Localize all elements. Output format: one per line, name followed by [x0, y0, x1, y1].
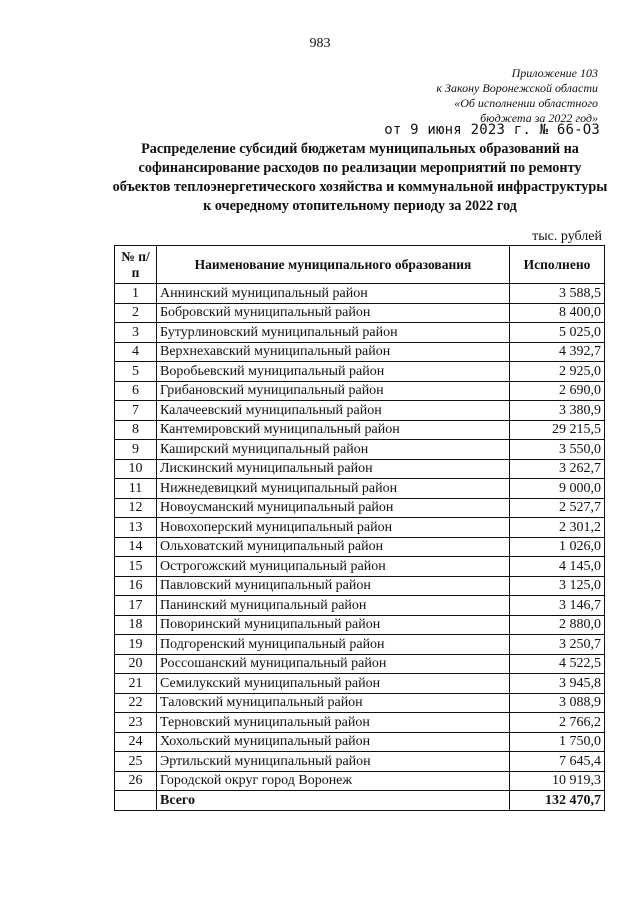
- municipality-name: Лискинский муниципальный район: [157, 459, 510, 479]
- row-number: 3: [115, 323, 157, 343]
- header-num: № п/п: [115, 246, 157, 284]
- executed-amount: 2 690,0: [510, 381, 605, 401]
- units-label: тыс. рублей: [532, 229, 602, 244]
- table-row: [115, 420, 605, 440]
- row-number: 15: [115, 557, 157, 577]
- executed-amount: 10 919,3: [510, 771, 605, 791]
- municipality-name: Бутурлиновский муниципальный район: [157, 323, 510, 343]
- row-number: 21: [115, 674, 157, 694]
- executed-amount: 2 766,2: [510, 713, 605, 733]
- table-header-row: [115, 246, 605, 284]
- subsidy-table: [114, 245, 605, 811]
- row-number: 24: [115, 732, 157, 752]
- municipality-name: Нижнедевицкий муниципальный район: [157, 479, 510, 499]
- municipality-name: Хохольский муниципальный район: [157, 732, 510, 752]
- appendix-reference: [436, 66, 598, 126]
- appendix-line: бюджета за 2022 год»: [480, 111, 598, 125]
- appendix-line: «Об исполнении областного: [454, 96, 598, 110]
- municipality-name: Таловский муниципальный район: [157, 693, 510, 713]
- executed-amount: 3 380,9: [510, 401, 605, 421]
- executed-amount: 4 392,7: [510, 342, 605, 362]
- row-number: 10: [115, 459, 157, 479]
- municipality-name: Аннинский муниципальный район: [157, 284, 510, 304]
- table-row: [115, 498, 605, 518]
- executed-amount: 29 215,5: [510, 420, 605, 440]
- table-row: [115, 654, 605, 674]
- total-label: Всего: [157, 791, 510, 811]
- table-row: [115, 479, 605, 499]
- municipality-name: Острогожский муниципальный район: [157, 557, 510, 577]
- row-number: 11: [115, 479, 157, 499]
- table-row: [115, 381, 605, 401]
- row-number: 16: [115, 576, 157, 596]
- table-row: [115, 537, 605, 557]
- executed-amount: 2 301,2: [510, 518, 605, 538]
- row-number: 12: [115, 498, 157, 518]
- executed-amount: 2 527,7: [510, 498, 605, 518]
- table-row: [115, 752, 605, 772]
- row-number: 14: [115, 537, 157, 557]
- document-title: Распределение субсидий бюджетам муниципальных образований на софинансирование расходов по реализации мероприятий по ремонту объектов теплоэнергетического хозяйства и коммунальной инфраструктуры к очередному отопительному периоду за 2022 год: [112, 141, 608, 214]
- table-row: [115, 342, 605, 362]
- executed-amount: 7 645,4: [510, 752, 605, 772]
- municipality-name: Грибановский муниципальный район: [157, 381, 510, 401]
- row-number: 20: [115, 654, 157, 674]
- table-row: [115, 557, 605, 577]
- row-number: 13: [115, 518, 157, 538]
- executed-amount: 4 145,0: [510, 557, 605, 577]
- row-number: 18: [115, 615, 157, 635]
- executed-amount: 8 400,0: [510, 303, 605, 323]
- table-row: [115, 674, 605, 694]
- row-number: 19: [115, 635, 157, 655]
- municipality-name: Павловский муниципальный район: [157, 576, 510, 596]
- row-number: 25: [115, 752, 157, 772]
- municipality-name: Верхнехавский муниципальный район: [157, 342, 510, 362]
- municipality-name: Поворинский муниципальный район: [157, 615, 510, 635]
- executed-amount: 2 880,0: [510, 615, 605, 635]
- total-value: 132 470,7: [510, 791, 605, 811]
- table-row: [115, 693, 605, 713]
- municipality-name: Ольховатский муниципальный район: [157, 537, 510, 557]
- executed-amount: 5 025,0: [510, 323, 605, 343]
- appendix-line: Приложение 103: [511, 66, 598, 80]
- municipality-name: Новоусманский муниципальный район: [157, 498, 510, 518]
- municipality-name: Кантемировский муниципальный район: [157, 420, 510, 440]
- table-row: [115, 615, 605, 635]
- municipality-name: Эртильский муниципальный район: [157, 752, 510, 772]
- executed-amount: 3 125,0: [510, 576, 605, 596]
- municipality-name: Городской округ город Воронеж: [157, 771, 510, 791]
- row-number: 26: [115, 771, 157, 791]
- executed-amount: 3 088,9: [510, 693, 605, 713]
- table-row: [115, 401, 605, 421]
- row-number: 23: [115, 713, 157, 733]
- table-row: [115, 732, 605, 752]
- row-number: 4: [115, 342, 157, 362]
- municipality-name: Воробьевский муниципальный район: [157, 362, 510, 382]
- table-row: [115, 713, 605, 733]
- row-number: 2: [115, 303, 157, 323]
- executed-amount: 3 945,8: [510, 674, 605, 694]
- executed-amount: 3 588,5: [510, 284, 605, 304]
- table-row: [115, 440, 605, 460]
- table-row: [115, 771, 605, 791]
- table-row: [115, 596, 605, 616]
- municipality-name: Калачеевский муниципальный район: [157, 401, 510, 421]
- row-number: 17: [115, 596, 157, 616]
- municipality-name: Бобровский муниципальный район: [157, 303, 510, 323]
- table-row: [115, 303, 605, 323]
- executed-amount: 2 925,0: [510, 362, 605, 382]
- municipality-name: Подгоренский муниципальный район: [157, 635, 510, 655]
- table-row: [115, 518, 605, 538]
- municipality-name: Россошанский муниципальный район: [157, 654, 510, 674]
- row-number: 7: [115, 401, 157, 421]
- municipality-name: Новохоперский муниципальный район: [157, 518, 510, 538]
- executed-amount: 4 522,5: [510, 654, 605, 674]
- municipality-name: Панинский муниципальный район: [157, 596, 510, 616]
- row-number: 5: [115, 362, 157, 382]
- table-row: [115, 635, 605, 655]
- municipality-name: Терновский муниципальный район: [157, 713, 510, 733]
- executed-amount: 3 262,7: [510, 459, 605, 479]
- table-body: [115, 284, 605, 811]
- row-number: 6: [115, 381, 157, 401]
- table-row: [115, 284, 605, 304]
- executed-amount: 3 146,7: [510, 596, 605, 616]
- executed-amount: 3 250,7: [510, 635, 605, 655]
- row-number: 9: [115, 440, 157, 460]
- row-number: 1: [115, 284, 157, 304]
- page-number: 983: [309, 36, 331, 51]
- row-number: 22: [115, 693, 157, 713]
- total-row: [115, 791, 605, 811]
- law-date-stamp: от 9 июня 2023 г. № 66-ОЗ: [384, 122, 600, 138]
- header-value: Исполнено: [510, 246, 605, 284]
- table-row: [115, 323, 605, 343]
- executed-amount: 1 750,0: [510, 732, 605, 752]
- table-row: [115, 459, 605, 479]
- row-number: 8: [115, 420, 157, 440]
- municipality-name: Каширский муниципальный район: [157, 440, 510, 460]
- executed-amount: 3 550,0: [510, 440, 605, 460]
- total-empty-cell: [115, 791, 157, 811]
- executed-amount: 1 026,0: [510, 537, 605, 557]
- table-row: [115, 362, 605, 382]
- header-name: Наименование муниципального образования: [157, 246, 510, 284]
- municipality-name: Семилукский муниципальный район: [157, 674, 510, 694]
- appendix-line: к Закону Воронежской области: [436, 81, 598, 95]
- table-row: [115, 576, 605, 596]
- executed-amount: 9 000,0: [510, 479, 605, 499]
